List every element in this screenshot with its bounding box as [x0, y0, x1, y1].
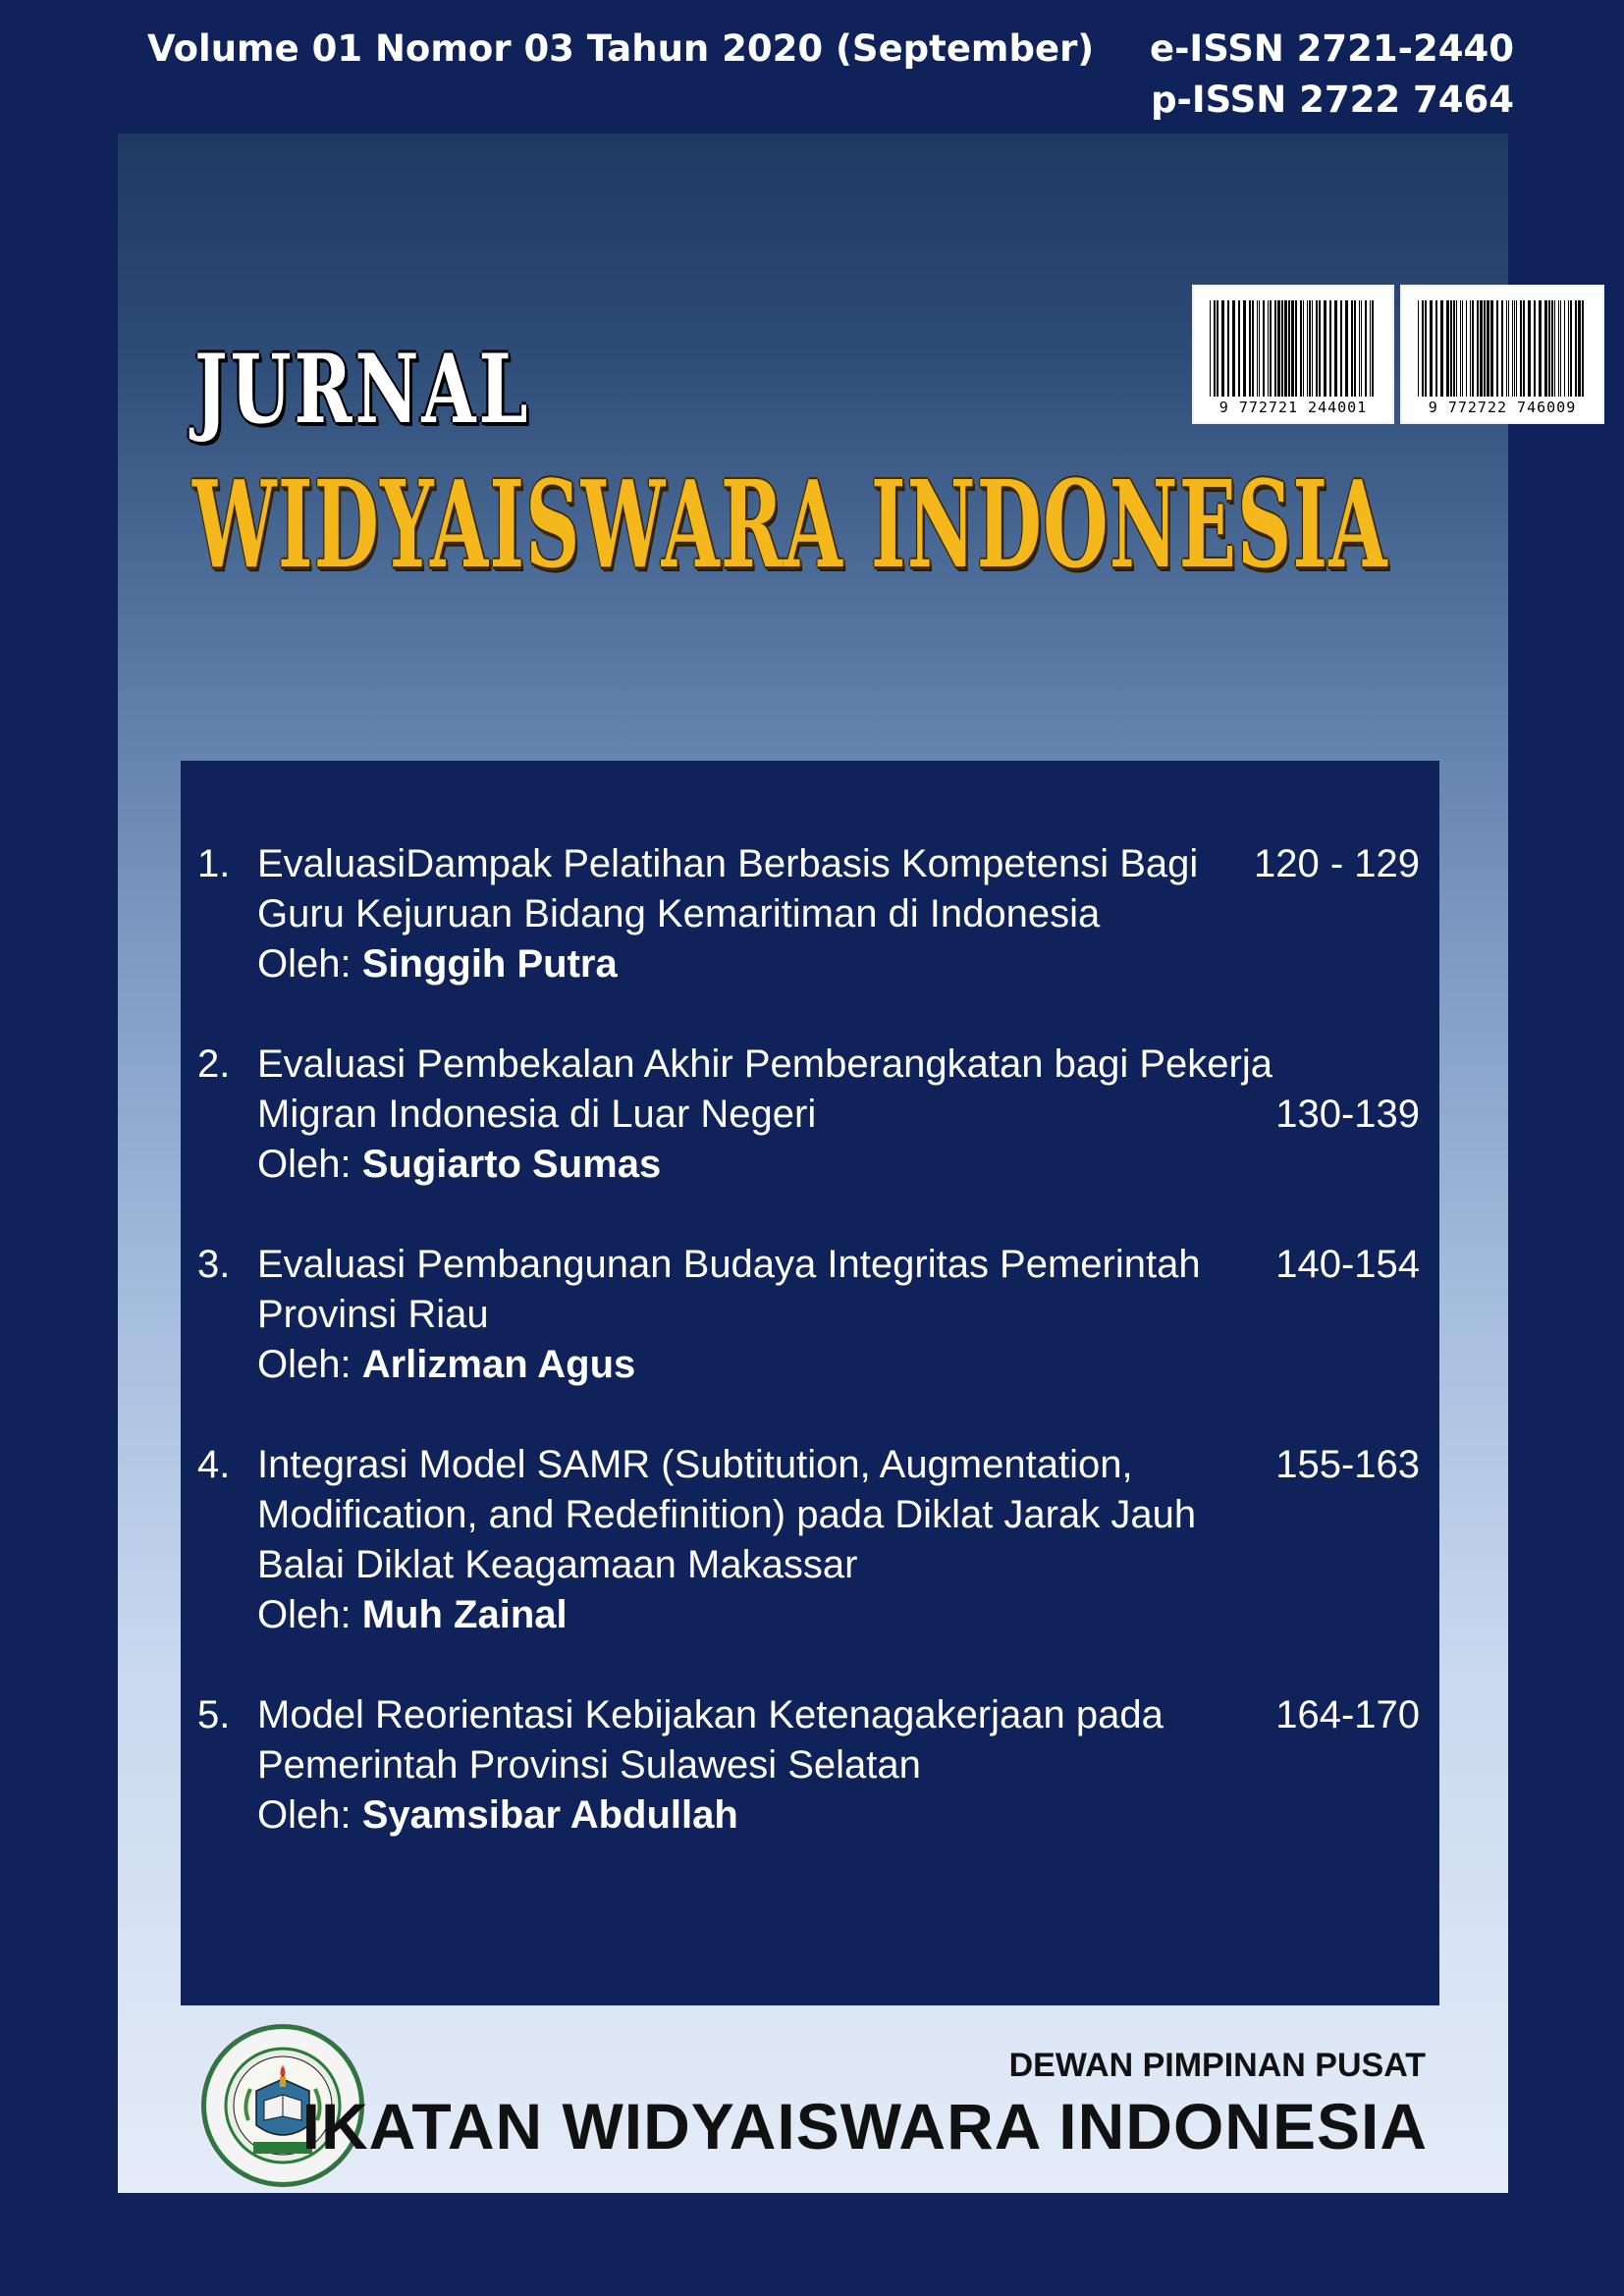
toc-title-line: Model Reorientasi Kebijakan Ketenagakerjaan pada: [257, 1693, 1164, 1736]
barcode-bar: [1496, 300, 1498, 397]
barcode-bar: [1422, 300, 1424, 397]
barcode-bar: [1214, 300, 1216, 397]
author-prefix: Oleh:: [257, 1593, 362, 1636]
barcode-bar: [1291, 300, 1294, 397]
toc-page-range: 120 - 129: [1253, 842, 1420, 885]
toc-page-range: 155-163: [1275, 1443, 1420, 1486]
barcode-bar: [1528, 300, 1531, 397]
journal-title-line2: WIDYAISWARA INDONESIA: [192, 454, 1388, 595]
barcode-bar: [1487, 300, 1489, 397]
toc-title-line: Migran Indonesia di Luar Negeri: [257, 1093, 817, 1136]
barcode-bar: [1257, 300, 1258, 397]
author-name: Muh Zainal: [361, 1593, 568, 1636]
barcode-bar: [1523, 300, 1525, 397]
barcode-bar: [1558, 300, 1559, 397]
barcode-number: 9 772722 746009: [1412, 399, 1593, 416]
barcode-bar: [1568, 300, 1569, 397]
barcode-bar: [1446, 300, 1449, 397]
barcode-bar: [1520, 300, 1522, 397]
barcode-bar: [1340, 300, 1342, 397]
barcode-bar: [1259, 300, 1260, 397]
barcode-bar: [1578, 300, 1581, 397]
barcode-bar: [1277, 300, 1280, 397]
barcode-bar: [1263, 300, 1265, 397]
pissn-barcode: [1400, 285, 1604, 424]
toc-title-line: Modification, and Redefinition) pada Diklat Jarak Jauh: [257, 1493, 1197, 1536]
toc-title-line: Provinsi Riau: [257, 1293, 489, 1336]
barcode-number: 9 772721 244001: [1204, 399, 1382, 416]
barcode-bar: [1570, 300, 1572, 397]
barcode-bar: [1316, 300, 1318, 397]
barcode-bar: [1312, 300, 1313, 397]
toc-author-line: [257, 1140, 1249, 1190]
barcode-bars: [1208, 300, 1379, 397]
toc-title-line: EvaluasiDampak Pelatihan Berbasis Kompetensi Bagi: [257, 842, 1199, 885]
barcode-bar: [1472, 300, 1474, 397]
toc-title-line: Balai Diklat Keagamaan Makassar: [257, 1543, 858, 1586]
barcode-bars: [1416, 300, 1589, 397]
barcode-bar: [1345, 300, 1348, 397]
toc-page-range: 140-154: [1275, 1243, 1420, 1286]
barcode-bar: [1456, 300, 1457, 397]
barcode-bar: [1281, 300, 1283, 397]
barcode-bar: [1435, 300, 1437, 397]
barcode-bar: [1365, 300, 1367, 397]
toc-page-range: 164-170: [1275, 1693, 1420, 1736]
author-prefix: Oleh:: [257, 942, 362, 986]
barcode-bar: [1582, 300, 1584, 397]
barcode-bar: [1249, 300, 1251, 397]
toc-title-line: Evaluasi Pembangunan Budaya Integritas Pemerintah: [257, 1243, 1201, 1286]
barcode-bar: [1450, 300, 1452, 397]
barcode-bar: [1300, 300, 1302, 397]
barcode-bar: [1319, 300, 1321, 397]
toc-title-line: Integrasi Model SAMR (Subtitution, Augmentation,: [257, 1443, 1133, 1486]
barcode-bar: [1506, 300, 1507, 397]
toc-item-number: 2.: [197, 1042, 231, 1086]
author-name: Arlizman Agus: [361, 1343, 636, 1386]
volume-label: Volume 01 Nomor 03 Tahun 2020 (September): [147, 27, 1095, 70]
barcode-bar: [1534, 300, 1536, 397]
toc-item-number: 5.: [197, 1693, 231, 1736]
barcode-bar: [1370, 300, 1371, 397]
barcode-bar: [1544, 300, 1547, 397]
toc-item-number: 4.: [197, 1443, 231, 1486]
toc-item-text: [257, 1440, 1249, 1640]
barcode-bar: [1484, 300, 1486, 397]
barcode-bar: [1270, 300, 1272, 397]
author-name: Syamsibar Abdullah: [361, 1793, 738, 1837]
barcode-bar: [1361, 300, 1362, 397]
barcode-bar: [1462, 300, 1463, 397]
author-name: Singgih Putra: [361, 942, 618, 986]
journal-title-line1: JURNAL: [194, 334, 531, 445]
toc-item-text: [257, 1690, 1249, 1841]
toc-item-text: [257, 1240, 1249, 1390]
toc-author-line: [257, 1790, 1249, 1841]
barcode-bar: [1232, 300, 1235, 397]
barcode-bar: [1512, 300, 1513, 397]
barcode-bar: [1372, 300, 1374, 397]
barcode-bar: [1514, 300, 1515, 397]
author-prefix: Oleh:: [257, 1343, 362, 1386]
pissn-label: p-ISSN 2722 7464: [1151, 79, 1514, 121]
barcode-bar: [1217, 300, 1218, 397]
toc-author-line: [257, 1340, 1249, 1390]
barcode-bar: [1288, 300, 1290, 397]
barcode-bar: [1309, 300, 1311, 397]
barcode-bar: [1238, 300, 1240, 397]
barcode-bar: [1243, 300, 1246, 397]
barcode-bar: [1210, 300, 1211, 397]
toc-item-text: [257, 1040, 1272, 1190]
barcode-bar: [1560, 300, 1561, 397]
barcode-bar: [1324, 300, 1326, 397]
author-prefix: Oleh:: [257, 1793, 362, 1837]
barcode-bar: [1548, 300, 1550, 397]
barcode-bar: [1425, 300, 1427, 397]
barcode-bar: [1284, 300, 1287, 397]
table-of-contents: [181, 761, 1439, 2005]
barcode-bar: [1440, 300, 1443, 397]
barcode-bar: [1329, 300, 1331, 397]
toc-title-line: Evaluasi Pembekalan Akhir Pemberangkatan bagi Pekerja: [257, 1042, 1272, 1086]
barcode-bar: [1516, 300, 1517, 397]
barcode-bar: [1460, 300, 1461, 397]
barcode-bar: [1564, 300, 1565, 397]
barcode-bar: [1307, 300, 1308, 397]
barcode-bar: [1430, 300, 1433, 397]
barcode-bar: [1480, 300, 1483, 397]
barcode-bar: [1490, 300, 1493, 397]
toc-author-line: [257, 939, 1249, 989]
organization-subtitle: DEWAN PIMPINAN PUSAT: [1008, 2047, 1426, 2084]
toc-title-line: Guru Kejuruan Bidang Kemaritiman di Indonesia: [257, 892, 1101, 935]
barcode-bar: [1334, 300, 1337, 397]
barcode-bar: [1418, 300, 1419, 397]
toc-author-line: [257, 1590, 1249, 1640]
toc-page-range: 130-139: [1275, 1093, 1420, 1136]
barcode-bar: [1501, 300, 1503, 397]
barcode-bar: [1303, 300, 1304, 397]
barcode-bar: [1470, 300, 1471, 397]
barcode-bar: [1575, 300, 1577, 397]
barcode-bar: [1477, 300, 1479, 397]
toc-item-text: [257, 839, 1249, 989]
barcode-bar: [1354, 300, 1356, 397]
organization-name: IKATAN WIDYAISWARA INDONESIA: [301, 2090, 1428, 2163]
barcode-bar: [1551, 300, 1553, 397]
barcode-bar: [1351, 300, 1353, 397]
barcode-bar: [1359, 300, 1360, 397]
barcode-bar: [1227, 300, 1229, 397]
eissn-barcode: [1192, 285, 1394, 424]
toc-item-number: 1.: [197, 842, 231, 885]
barcode-bar: [1508, 300, 1509, 397]
barcode-bar: [1295, 300, 1297, 397]
author-name: Sugiarto Sumas: [361, 1143, 662, 1186]
barcode-bar: [1554, 300, 1555, 397]
eissn-label: e-ISSN 2721-2440: [1149, 27, 1514, 70]
barcode-bar: [1466, 300, 1467, 397]
barcode-bar: [1221, 300, 1224, 397]
barcode-bar: [1539, 300, 1542, 397]
barcode-bar: [1453, 300, 1455, 397]
toc-title-line: Pemerintah Provinsi Sulawesi Selatan: [257, 1743, 921, 1787]
barcode-bar: [1252, 300, 1254, 397]
barcode-bar: [1274, 300, 1276, 397]
author-prefix: Oleh:: [257, 1143, 362, 1186]
barcode-bar: [1268, 300, 1269, 397]
toc-item-number: 3.: [197, 1243, 231, 1286]
